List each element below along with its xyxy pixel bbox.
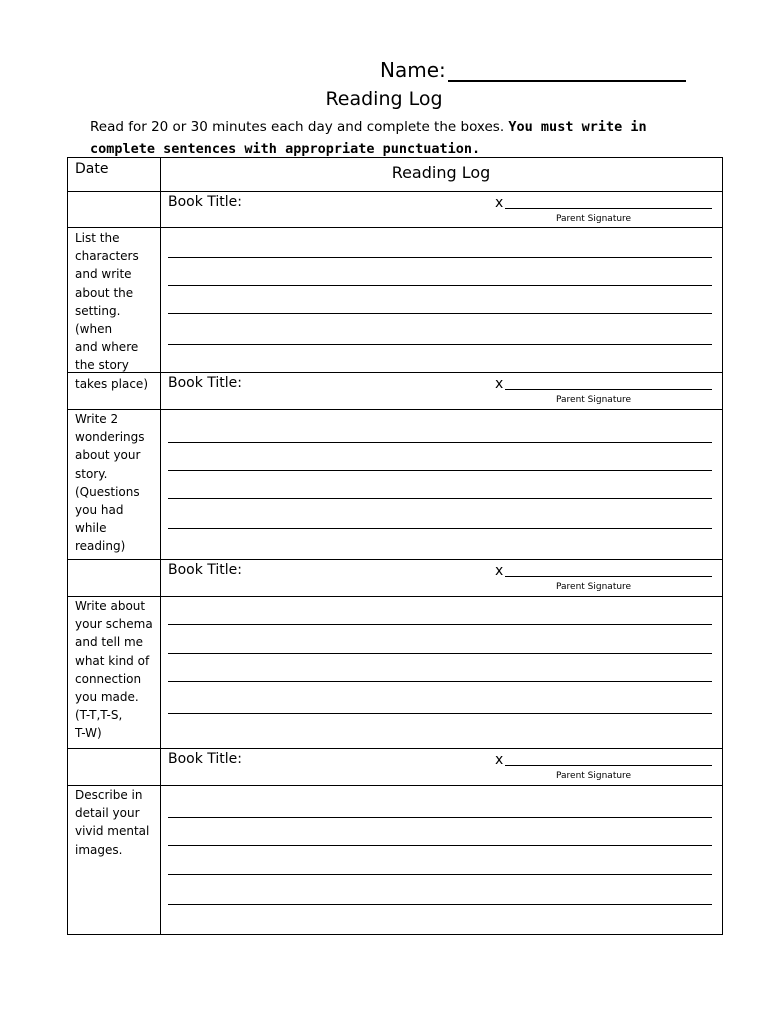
write-line[interactable] xyxy=(168,313,712,314)
signature-caption: Parent Signature xyxy=(556,582,632,592)
write-line[interactable] xyxy=(168,845,712,846)
page-title: Reading Log xyxy=(325,88,443,110)
prompt-text: Write about your schema and tell me what kind of connection you made. (T-T,T-S, T-W) xyxy=(75,599,153,741)
date-header: Date xyxy=(75,161,109,177)
instructions-emphasis: You must write in complete sentences with appropriate punctuation. xyxy=(90,119,647,157)
book-title-label: Book Title: xyxy=(168,375,243,391)
row-divider xyxy=(68,227,722,228)
book-title-field[interactable] xyxy=(248,560,488,590)
reading-log-table xyxy=(67,157,723,935)
write-line[interactable] xyxy=(168,817,712,818)
write-line[interactable] xyxy=(168,528,712,529)
signature-x: x xyxy=(495,563,504,579)
signature-x: x xyxy=(495,376,504,392)
prompt-text: Write 2 wonderings about your story. (Questions you had while reading) xyxy=(75,412,145,554)
book-title-label: Book Title: xyxy=(168,751,243,767)
signature-x: x xyxy=(495,195,504,211)
row-divider xyxy=(68,409,722,410)
book-title-field[interactable] xyxy=(248,192,488,222)
name-field[interactable] xyxy=(448,60,686,82)
signature-caption: Parent Signature xyxy=(556,214,632,224)
write-line[interactable] xyxy=(168,653,712,654)
write-line[interactable] xyxy=(168,498,712,499)
book-title-field[interactable] xyxy=(248,373,488,403)
write-line[interactable] xyxy=(168,442,712,443)
prompt-text: Describe in detail your vivid mental images. xyxy=(75,788,150,857)
name-row xyxy=(380,58,686,82)
write-line[interactable] xyxy=(168,624,712,625)
signature-line[interactable] xyxy=(505,208,712,209)
prompt-text: List the characters and write about the setting.(when and where the story takes place) xyxy=(75,231,148,391)
instructions-text: Read for 20 or 30 minutes each day and complete the boxes. xyxy=(90,119,509,135)
signature-line[interactable] xyxy=(505,389,712,390)
signature-caption: Parent Signature xyxy=(556,771,632,781)
write-line[interactable] xyxy=(168,874,712,875)
write-line[interactable] xyxy=(168,904,712,905)
write-line[interactable] xyxy=(168,681,712,682)
signature-line[interactable] xyxy=(505,765,712,766)
write-line[interactable] xyxy=(168,470,712,471)
signature-line[interactable] xyxy=(505,576,712,577)
book-title-field[interactable] xyxy=(248,749,488,779)
name-label: Name: xyxy=(380,58,446,82)
book-title-label: Book Title: xyxy=(168,194,243,210)
write-line[interactable] xyxy=(168,257,712,258)
signature-x: x xyxy=(495,752,504,768)
write-line[interactable] xyxy=(168,285,712,286)
row-divider xyxy=(68,596,722,597)
signature-caption: Parent Signature xyxy=(556,395,632,405)
column-divider xyxy=(160,158,161,934)
write-line[interactable] xyxy=(168,344,712,345)
write-line[interactable] xyxy=(168,713,712,714)
log-header: Reading Log xyxy=(391,163,491,182)
book-title-label: Book Title: xyxy=(168,562,243,578)
instructions xyxy=(90,116,690,160)
row-divider xyxy=(68,785,722,786)
